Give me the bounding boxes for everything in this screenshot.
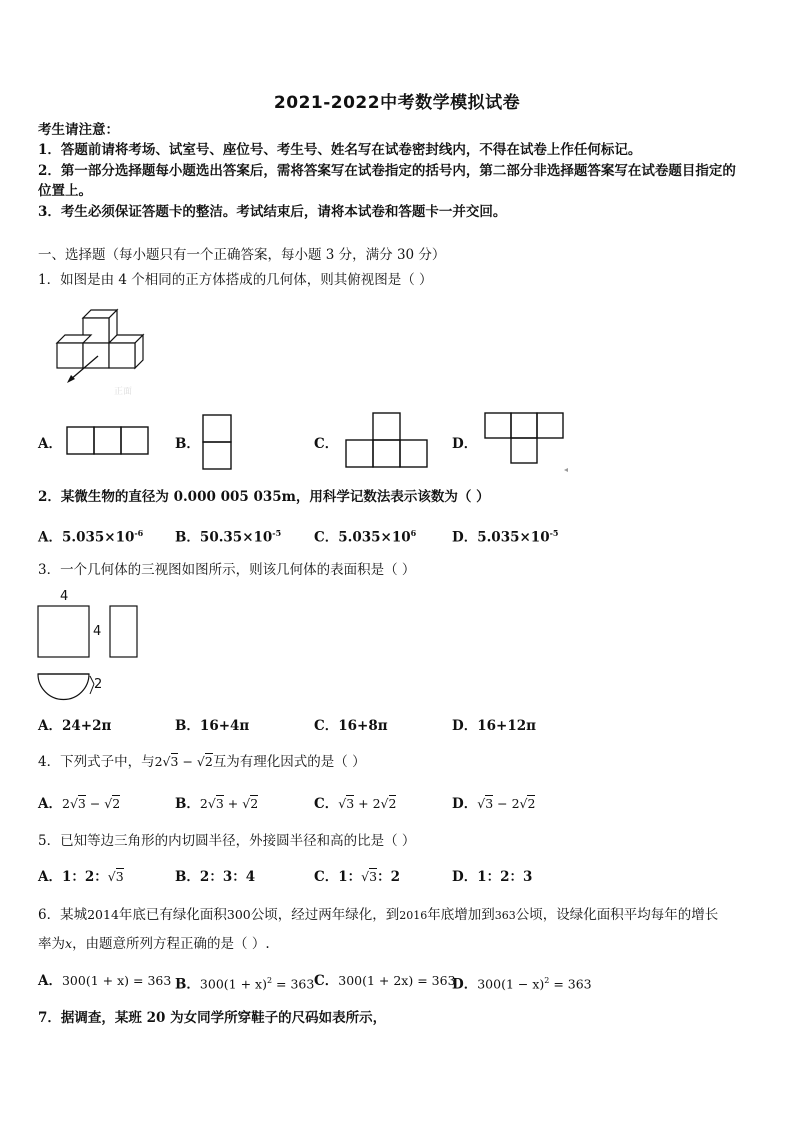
q6-d-eq: 300(1 − x) bbox=[477, 976, 545, 992]
q6-text-b: 年底已有绿化面积 bbox=[118, 907, 227, 923]
q4-stem-post: 互为有理化因式的是（ ） bbox=[212, 754, 366, 770]
q6-b-sup: 2 bbox=[266, 976, 273, 985]
q3-option-a-label: A． bbox=[38, 718, 62, 734]
question-6-line-2 bbox=[38, 934, 270, 954]
q6-text-e: 公顷，设绿化面积平均每年的增长 bbox=[515, 907, 719, 923]
q4-b-op: + bbox=[223, 796, 243, 811]
q2-option-a-label: A． bbox=[38, 529, 62, 546]
sqrt-icon: √ bbox=[361, 869, 370, 884]
q6-option-d[interactable] bbox=[452, 971, 592, 995]
q3-dim-side: 4 bbox=[93, 624, 102, 639]
q5-option-c-label: C． bbox=[314, 869, 339, 885]
q5-c-rad: 3 bbox=[369, 869, 378, 884]
q6-option-c-label: C． bbox=[314, 973, 339, 989]
q5-option-b-label: B． bbox=[175, 869, 200, 885]
q2-option-a[interactable] bbox=[38, 523, 143, 548]
q5-c-post: ：2 bbox=[377, 869, 400, 885]
q3-dim-radius: 2 bbox=[94, 677, 103, 692]
q6-value-1: 300 bbox=[226, 907, 251, 922]
q5-option-a-label: A． bbox=[38, 869, 62, 885]
question-3-three-views bbox=[36, 604, 146, 724]
q6-text-a: 6．某城 bbox=[38, 907, 88, 923]
question-4-stem bbox=[38, 752, 366, 772]
q6-c-eq: 300(1 + 2x) = 363 bbox=[338, 973, 456, 988]
q6-a-eq: 300(1 + x) = 363 bbox=[61, 973, 172, 988]
q3-option-d[interactable] bbox=[452, 716, 536, 736]
q5-c-pre: 1： bbox=[338, 869, 362, 885]
question-1-watermark: 正面 bbox=[114, 387, 133, 397]
q4-option-c-label: C． bbox=[314, 796, 339, 812]
q6-year-2: 2016 bbox=[399, 909, 428, 922]
notice-item-2-cont: 位置上。 bbox=[38, 183, 92, 199]
q6-text-d: 年底增加到 bbox=[427, 907, 495, 923]
sqrt-icon: √ bbox=[107, 869, 116, 884]
q4-d-c2: 2 bbox=[511, 796, 520, 811]
q6-text-g: ，由题意所列方程正确的是（ ）. bbox=[72, 936, 270, 952]
q5-option-a[interactable] bbox=[38, 867, 124, 887]
page-title: 2021-2022中考数学模拟试卷 bbox=[273, 93, 521, 113]
q2-option-b-base: 50.35×10 bbox=[199, 529, 273, 546]
q4-a-r2: 2 bbox=[112, 796, 121, 811]
q4-a-op: − bbox=[85, 796, 105, 811]
q6-option-a-label: A． bbox=[38, 973, 62, 989]
notice-item-2: 2．第一部分选择题每小题选出答案后，需将答案写在试卷指定的括号内，第二部分非选择题答案写在试卷题目指定的 bbox=[38, 163, 736, 179]
q1-option-b-figure bbox=[202, 414, 234, 470]
q3-dim-top: 4 bbox=[60, 589, 69, 604]
q2-option-d-base: 5.035×10 bbox=[477, 529, 550, 546]
q4-option-d[interactable]: D．√3 − 2√2 bbox=[452, 796, 536, 812]
q4-option-b-label: B． bbox=[175, 796, 200, 812]
q2-option-c-label: C． bbox=[314, 529, 339, 546]
q5-option-d[interactable] bbox=[452, 867, 532, 887]
q2-option-d[interactable] bbox=[452, 523, 558, 548]
q2-option-c-base: 5.035×10 bbox=[338, 529, 411, 546]
q4-b-r2: 2 bbox=[250, 796, 259, 811]
q1-option-b-label[interactable]: B． bbox=[175, 436, 200, 452]
q3-option-d-value: 16+12π bbox=[477, 718, 536, 734]
q4-option-a-label: A． bbox=[38, 796, 62, 812]
q2-option-a-base: 5.035×10 bbox=[61, 529, 135, 546]
q4-b-c1: 2 bbox=[199, 796, 208, 811]
q4-a-r1: 3 bbox=[77, 796, 86, 811]
q4-d-r2: 2 bbox=[527, 796, 536, 811]
q5-a-rad: 3 bbox=[115, 869, 124, 884]
q4-stem-pre: 4．下列式子中，与 bbox=[38, 754, 155, 770]
q3-option-d-label: D． bbox=[452, 718, 478, 734]
q2-option-d-label: D． bbox=[452, 529, 478, 546]
q1-option-c-figure bbox=[345, 412, 429, 470]
q5-option-c[interactable] bbox=[314, 867, 400, 887]
q5-option-d-label: D． bbox=[452, 869, 478, 885]
q3-option-c-label: C． bbox=[314, 718, 339, 734]
notice-heading: 考生请注意： bbox=[38, 122, 119, 138]
q3-option-b-label: B． bbox=[175, 718, 200, 734]
q4-c-r2: 2 bbox=[388, 796, 397, 811]
q1-option-a-figure bbox=[66, 426, 150, 456]
q2-option-d-exp: -5 bbox=[549, 528, 559, 538]
question-1-stem: 1．如图是由 4 个相同的正方体搭成的几何体，则其俯视图是（ ） bbox=[38, 272, 433, 288]
q4-d-r1: 3 bbox=[485, 796, 494, 811]
q6-option-a[interactable] bbox=[38, 971, 171, 991]
q3-option-b-value: 16+4π bbox=[199, 718, 250, 734]
q2-option-b-exp: -5 bbox=[272, 528, 282, 538]
q6-year-1: 2014 bbox=[87, 907, 119, 922]
q6-b-post: = 363 bbox=[272, 976, 315, 992]
q1-option-a-label[interactable]: A． bbox=[38, 436, 62, 452]
q4-c-op: + bbox=[354, 796, 373, 811]
q1-option-c-label[interactable]: C． bbox=[314, 436, 339, 452]
q3-option-b[interactable] bbox=[175, 716, 249, 736]
q6-d-sup: 2 bbox=[544, 976, 550, 985]
question-2-stem: 2．某微生物的直径为 0.000 005 035m，用科学记数法表示该数为（ ） bbox=[38, 489, 490, 505]
question-6-line-1 bbox=[38, 905, 718, 926]
q3-option-c-value: 16+8π bbox=[338, 718, 388, 734]
q3-option-a-value: 24+2π bbox=[61, 718, 112, 734]
q6-option-d-label: D． bbox=[452, 976, 478, 993]
q4-a-c1: 2 bbox=[61, 796, 70, 811]
q2-option-b[interactable] bbox=[175, 523, 281, 548]
q6-text-c: 公顷，经过两年绿化，到 bbox=[250, 907, 400, 923]
q4-radicand-1: 3 bbox=[170, 754, 179, 769]
q4-option-c[interactable]: C．√3 + 2√2 bbox=[314, 796, 397, 812]
q4-stem-expr bbox=[155, 753, 213, 769]
notice-item-1: 1．答题前请将考场、试室号、座位号、考生号、姓名写在试卷密封线内，不得在试卷上作任何标记。 bbox=[38, 142, 642, 158]
q4-c-c2: 2 bbox=[372, 796, 381, 811]
q1-option-d-label[interactable]: D． bbox=[452, 436, 478, 452]
q6-text-f: 率为 bbox=[38, 936, 65, 952]
q5-d-pre: 1：2：3 bbox=[477, 869, 533, 885]
q5-option-b[interactable] bbox=[175, 867, 255, 887]
q5-b-pre: 2：3：4 bbox=[199, 869, 256, 885]
q4-option-b[interactable]: B．2√3 + √2 bbox=[175, 796, 259, 812]
q5-a-pre: 1：2： bbox=[61, 869, 108, 885]
q6-option-b[interactable] bbox=[175, 971, 314, 995]
q4-radicand-2: 2 bbox=[204, 754, 213, 769]
q2-option-c[interactable] bbox=[314, 523, 416, 548]
q2-option-a-exp: -6 bbox=[134, 528, 144, 538]
q4-b-r1: 3 bbox=[215, 796, 224, 811]
q4-coef: 2 bbox=[154, 754, 163, 769]
q2-option-b-label: B． bbox=[175, 529, 200, 546]
q4-option-d-label: D． bbox=[452, 796, 478, 812]
sqrt-icon: √ bbox=[196, 754, 205, 769]
q6-b-eq: 300(1 + x) bbox=[199, 976, 267, 992]
q1-option-d-figure bbox=[484, 412, 568, 472]
question-5-stem: 5．已知等边三角形的内切圆半径，外接圆半径和高的比是（ ） bbox=[38, 833, 416, 849]
question-7-stem: 7．据调查，某班 20 为女同学所穿鞋子的尺码如表所示， bbox=[38, 1010, 387, 1026]
q4-c-r1: 3 bbox=[346, 796, 355, 811]
q4-minus: − bbox=[178, 754, 197, 769]
notice-item-3: 3．考生必须保证答题卡的整洁。考试结束后，请将本试卷和答题卡一并交回。 bbox=[38, 204, 507, 220]
section-heading: 一、选择题（每小题只有一个正确答案，每小题 3 分，满分 30 分） bbox=[38, 247, 446, 263]
q3-option-c[interactable] bbox=[314, 716, 388, 736]
question-3-stem: 3．一个几何体的三视图如图所示，则该几何体的表面积是（ ） bbox=[38, 562, 416, 578]
q2-option-c-exp: 6 bbox=[410, 528, 417, 538]
q6-var-x: x bbox=[65, 936, 73, 951]
q4-d-op: − bbox=[493, 796, 512, 811]
question-1-solid-figure bbox=[50, 308, 170, 388]
q3-option-a[interactable] bbox=[38, 716, 111, 736]
q4-option-a[interactable]: A．2√3 − √2 bbox=[38, 796, 121, 812]
q6-option-b-label: B． bbox=[175, 976, 200, 993]
q6-option-c[interactable] bbox=[314, 971, 456, 991]
sqrt-icon: √ bbox=[162, 754, 171, 769]
q6-value-2: 363 bbox=[494, 909, 516, 922]
q6-d-post: = 363 bbox=[549, 976, 592, 992]
